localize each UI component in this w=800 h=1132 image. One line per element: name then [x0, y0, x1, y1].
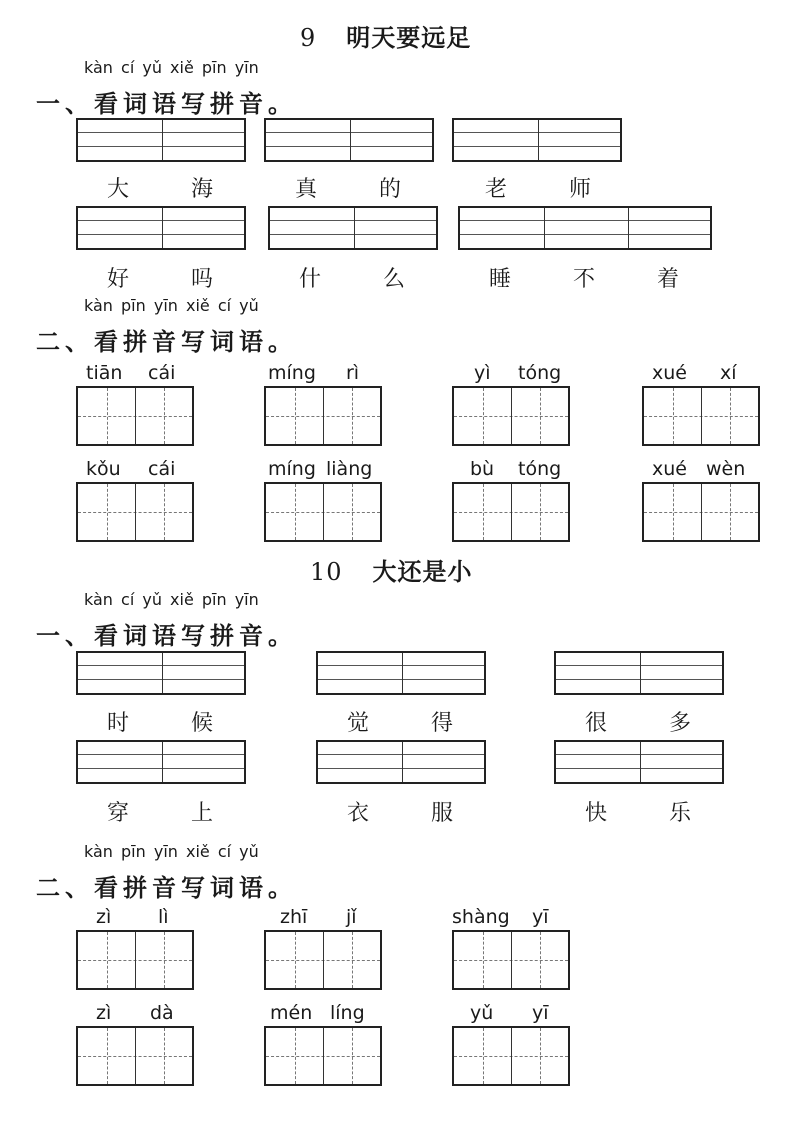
- pinyin-prompt: zì: [96, 1002, 112, 1024]
- pinyin-prompt: lì: [158, 906, 169, 928]
- pinyin-prompt: zhī: [280, 906, 308, 928]
- pinyin-prompt: cái: [148, 362, 176, 384]
- word-character: 多: [668, 711, 691, 736]
- word-character: 候: [190, 711, 213, 736]
- word-character: 乐: [668, 801, 691, 826]
- pinyin-prompt: xí: [720, 362, 737, 384]
- word-character: 快: [584, 801, 607, 826]
- pinyin-prompt: míng: [268, 362, 316, 384]
- character-writing-box[interactable]: [76, 1026, 194, 1086]
- word-character: 睡: [488, 267, 511, 292]
- character-writing-box[interactable]: [264, 930, 382, 990]
- pinyin-writing-grid[interactable]: [458, 206, 712, 250]
- pinyin-prompt: yī: [532, 1002, 549, 1024]
- character-writing-box[interactable]: [264, 482, 382, 542]
- pinyin-writing-grid[interactable]: [316, 740, 486, 784]
- word-character: 时: [106, 711, 129, 736]
- pinyin-writing-grid[interactable]: [76, 740, 246, 784]
- word-character: 穿: [106, 801, 129, 826]
- pinyin-writing-grid[interactable]: [76, 118, 246, 162]
- lesson-number: 10: [310, 558, 343, 586]
- word-character: 很: [584, 711, 607, 736]
- character-writing-box[interactable]: [264, 1026, 382, 1086]
- character-writing-box[interactable]: [642, 386, 760, 446]
- pinyin-writing-grid[interactable]: [554, 740, 724, 784]
- exercise-pinyin: kàn pīn yīn xiě cí yǔ: [84, 842, 259, 861]
- exercise-heading: 二、看拼音写词语。: [36, 874, 297, 902]
- exercise-heading: 一、看词语写拼音。: [36, 622, 297, 650]
- lesson-number: 9: [300, 24, 317, 52]
- word-character: 衣: [346, 801, 369, 826]
- word-character: 上: [190, 801, 213, 826]
- word-character: 的: [378, 177, 401, 202]
- word-character: 么: [382, 267, 405, 292]
- word-character: 着: [656, 267, 679, 292]
- word-character: 得: [430, 711, 453, 736]
- character-writing-box[interactable]: [642, 482, 760, 542]
- lesson-10-title: [310, 552, 473, 587]
- pinyin-prompt: kǒu: [86, 458, 121, 480]
- pinyin-prompt: tóng: [518, 362, 562, 384]
- pinyin-prompt: wèn: [706, 458, 746, 480]
- lesson-name: 大还是小: [372, 557, 473, 586]
- word-character: 海: [190, 177, 213, 202]
- pinyin-prompt: dà: [150, 1002, 174, 1024]
- exercise-pinyin: kàn pīn yīn xiě cí yǔ: [84, 296, 259, 315]
- pinyin-writing-grid[interactable]: [316, 651, 486, 695]
- exercise-heading: 一、看词语写拼音。: [36, 90, 297, 118]
- word-character: 好: [106, 267, 129, 292]
- pinyin-prompt: rì: [346, 362, 360, 384]
- lesson-9-title: [300, 18, 471, 53]
- word-character: 真: [294, 177, 317, 202]
- character-writing-box[interactable]: [76, 482, 194, 542]
- exercise-pinyin: kàn cí yǔ xiě pīn yīn: [84, 58, 259, 77]
- pinyin-writing-grid[interactable]: [76, 651, 246, 695]
- character-writing-box[interactable]: [452, 482, 570, 542]
- word-character: 觉: [346, 711, 369, 736]
- pinyin-prompt: zì: [96, 906, 112, 928]
- character-writing-box[interactable]: [452, 386, 570, 446]
- word-character: 服: [430, 801, 453, 826]
- pinyin-prompt: cái: [148, 458, 176, 480]
- pinyin-prompt: yì: [474, 362, 491, 384]
- pinyin-writing-grid[interactable]: [264, 118, 434, 162]
- character-writing-box[interactable]: [76, 930, 194, 990]
- word-character: 不: [572, 267, 595, 292]
- pinyin-prompt: tóng: [518, 458, 562, 480]
- exercise-heading: 二、看拼音写词语。: [36, 328, 297, 356]
- character-writing-box[interactable]: [264, 386, 382, 446]
- pinyin-prompt: bù: [470, 458, 495, 480]
- character-writing-box[interactable]: [76, 386, 194, 446]
- word-character: 大: [106, 177, 129, 202]
- pinyin-prompt: xué: [652, 362, 687, 384]
- pinyin-prompt: jǐ: [346, 906, 357, 928]
- pinyin-prompt: míng: [268, 458, 316, 480]
- lesson-name: 明天要远足: [346, 23, 472, 52]
- word-character: 老: [484, 177, 507, 202]
- pinyin-writing-grid[interactable]: [452, 118, 622, 162]
- pinyin-writing-grid[interactable]: [268, 206, 438, 250]
- pinyin-prompt: xué: [652, 458, 687, 480]
- pinyin-prompt: líng: [330, 1002, 365, 1024]
- pinyin-prompt: shàng: [452, 906, 510, 928]
- word-character: 吗: [190, 267, 213, 292]
- character-writing-box[interactable]: [452, 1026, 570, 1086]
- pinyin-writing-grid[interactable]: [554, 651, 724, 695]
- pinyin-prompt: yǔ: [470, 1002, 494, 1024]
- character-writing-box[interactable]: [452, 930, 570, 990]
- pinyin-prompt: yī: [532, 906, 549, 928]
- word-character: 师: [568, 177, 591, 202]
- pinyin-prompt: tiān: [86, 362, 123, 384]
- pinyin-prompt: mén: [270, 1002, 313, 1024]
- pinyin-writing-grid[interactable]: [76, 206, 246, 250]
- pinyin-prompt: liàng: [326, 458, 373, 480]
- exercise-pinyin: kàn cí yǔ xiě pīn yīn: [84, 590, 259, 609]
- word-character: 什: [298, 267, 321, 292]
